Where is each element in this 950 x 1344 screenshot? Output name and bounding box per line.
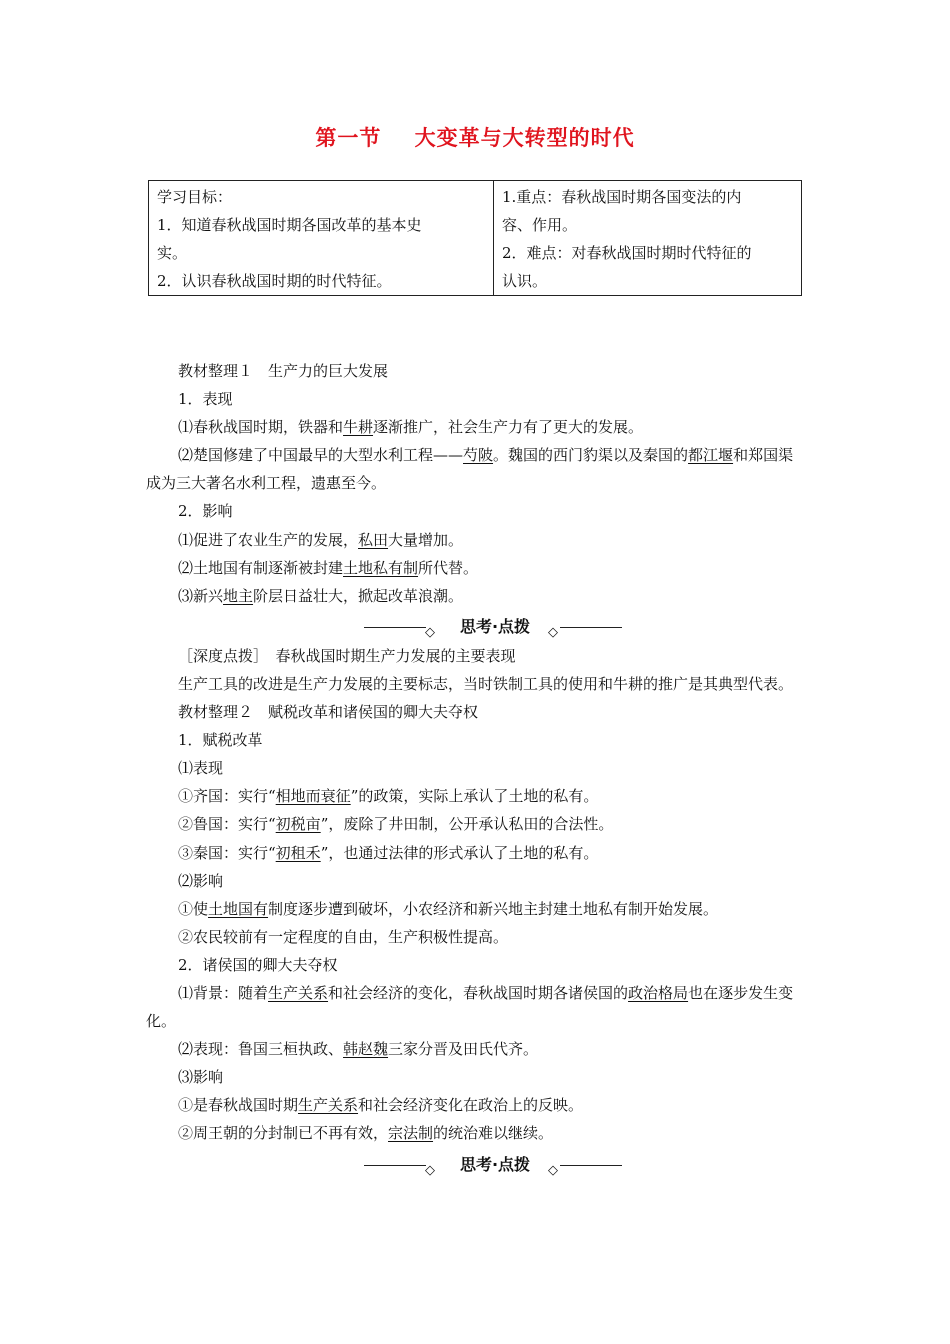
paragraph: ⑶新兴地主阶层日益壮大，掀起改革浪潮。 <box>178 586 464 605</box>
subheading: 1．表现 <box>178 390 233 409</box>
paragraph: ②周王朝的分封制已不再有效，宗法制的统治难以继续。 <box>178 1124 554 1143</box>
paragraph: ②农民较前有一定程度的自由，生产积极性提高。 <box>178 927 509 946</box>
paragraph: ⑴背景：随着生产关系和社会经济的变化，春秋战国时期各诸侯国的政治格局也在逐步发生变化。 <box>146 983 794 1031</box>
title-section: 第一节 <box>315 126 382 150</box>
think-divider <box>146 613 808 641</box>
paragraph: ⑵表现：鲁国三桓执政、韩赵魏三家分晋及田氏代齐。 <box>178 1040 539 1059</box>
goals-line: 实。 <box>157 244 188 262</box>
divider-line <box>364 627 426 628</box>
blank-answer: 牛耕 <box>343 418 374 437</box>
diamond-icon: ◇ <box>548 624 558 640</box>
blank-answer: 生产关系 <box>268 983 329 1002</box>
paragraph: ①齐国：实行“相地而衰征”的政策，实际上承认了土地的私有。 <box>178 787 599 806</box>
key-line: 认识。 <box>502 272 548 290</box>
blank-answer: 土地国有 <box>208 899 269 918</box>
blank-answer: 政治格局 <box>628 983 689 1002</box>
key-line: 容、作用。 <box>502 216 578 234</box>
blank-answer: 生产关系 <box>298 1096 359 1115</box>
blank-answer: 土地私有制 <box>343 558 419 577</box>
subheading: 2．诸侯国的卿大夫夺权 <box>178 955 338 974</box>
paragraph: ③秦国：实行“初租禾”，也通过法律的形式承认了土地的私有。 <box>178 843 599 862</box>
paragraph: ⑴春秋战国时期，铁器和牛耕逐渐推广，社会生产力有了更大的发展。 <box>178 418 644 437</box>
subheading: ⑵影响 <box>178 871 224 890</box>
paragraph: ①是春秋战国时期生产关系和社会经济变化在政治上的反映。 <box>178 1096 584 1115</box>
learning-goals-cell <box>149 181 494 296</box>
page-title <box>0 122 950 152</box>
goals-table <box>148 180 802 296</box>
paragraph: ②鲁国：实行“初税亩”，废除了井田制，公开承认私田的合法性。 <box>178 815 614 834</box>
blank-answer: 都江堰 <box>688 446 734 465</box>
deep-heading: ［深度点拨］ 春秋战国时期生产力发展的主要表现 <box>178 646 516 665</box>
divider-line <box>364 1165 426 1166</box>
key-line: 1.重点：春秋战国时期各国变法的内 <box>502 188 742 206</box>
diamond-icon: ◇ <box>425 624 435 640</box>
blank-answer: 私田 <box>358 530 389 549</box>
divider-line <box>560 627 622 628</box>
divider-line <box>560 1165 622 1166</box>
paragraph: ①使土地国有制度逐步遭到破坏，小农经济和新兴地主封建土地私有制开始发展。 <box>178 899 719 918</box>
key-points-cell <box>494 181 802 296</box>
key-line: 2．难点：对春秋战国时期时代特征的 <box>502 244 752 262</box>
section-heading: 教材整理１ 生产力的巨大发展 <box>178 362 389 380</box>
paragraph: 生产工具的改进是生产力发展的主要标志，当时铁制工具的使用和牛耕的推广是其典型代表。 <box>178 674 794 693</box>
blank-answer: 宗法制 <box>388 1124 434 1143</box>
blank-answer: 地主 <box>223 586 254 605</box>
subheading: 2．影响 <box>178 502 233 521</box>
think-divider <box>146 1151 808 1179</box>
think-label: 思考·点拨 <box>459 1154 531 1174</box>
paragraph: ⑵土地国有制逐渐被封建土地私有制所代替。 <box>178 558 479 577</box>
goals-line: 学习目标： <box>157 188 233 206</box>
blank-answer: 芍陂 <box>463 446 494 465</box>
goals-line: 2．认识春秋战国时期的时代特征。 <box>157 272 392 290</box>
paragraph: ⑴促进了农业生产的发展，私田大量增加。 <box>178 530 464 549</box>
blank-answer: 相地而衰征 <box>275 787 351 806</box>
diamond-icon: ◇ <box>425 1162 435 1178</box>
content-body <box>146 357 808 1180</box>
title-text: 大变革与大转型的时代 <box>414 126 635 150</box>
blank-answer: 初租禾 <box>275 843 321 862</box>
subheading: ⑶影响 <box>178 1068 224 1087</box>
subheading: 1．赋税改革 <box>178 731 263 750</box>
blank-answer: 初税亩 <box>275 815 321 834</box>
subheading: ⑴表现 <box>178 759 224 778</box>
diamond-icon: ◇ <box>548 1162 558 1178</box>
blank-answer: 韩赵魏 <box>343 1040 389 1059</box>
paragraph: ⑵楚国修建了中国最早的大型水利工程——芍陂。魏国的西门豹渠以及秦国的都江堰和郑国渠成为三大著名水利工程，遗惠至今。 <box>146 446 794 493</box>
goals-line: 1．知道春秋战国时期各国改革的基本史 <box>157 216 422 234</box>
think-label: 思考·点拨 <box>459 616 531 636</box>
section-heading: 教材整理２ 赋税改革和诸侯国的卿大夫夺权 <box>178 703 479 722</box>
